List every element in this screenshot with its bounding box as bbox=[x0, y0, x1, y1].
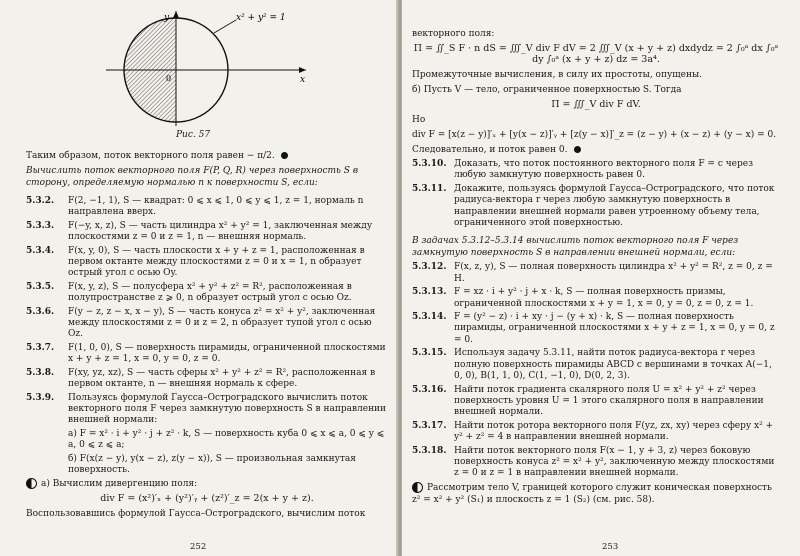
problem-5-3-6: 5.3.6. F(y − z, z − x, x − y), S — часть конуса z² = x² + y², заключенная между плоскостями z = 0 и z = 2, n образует тупой угол с осью Oz. bbox=[26, 306, 376, 340]
figure-caption: Рис. 57 bbox=[176, 130, 211, 140]
problem-5-3-10: 5.3.10. Доказать, что поток постоянного векторного поля F = c через любую замкнутую поверхность равен 0. bbox=[412, 159, 753, 181]
problem-list-left bbox=[26, 196, 388, 476]
cone-solution-start: Рассмотрим тело V, границей которого служит коническая поверхность z² = x² + y² (S₁) и плоскость z = 1 (S₂) (см. рис. 58). bbox=[412, 482, 772, 505]
divergence-formula-2: div F = [x(z − y)]′ₓ + [y(x − z)]′ᵧ + [z(y − x)]′_z = (z − y) + (x − z) + (y − x) = 0. bbox=[412, 130, 777, 140]
problem-5-3-7: 5.3.7. F(1, 0, 0), S — поверхность пирамиды, ограниченной плоскостями x + y + z = 1, x = 0, y = 0, z = 0. bbox=[26, 342, 386, 365]
problem-5-3-9: 5.3.9. Пользуясь формулой Гаусса–Остроградского вычислить поток векторного поля F через замкнутую поверхность S в направлении внешней нормали: bbox=[26, 392, 387, 426]
gauss-line: Воспользовавшись формулой Гаусса–Остроградского, вычислим поток bbox=[26, 509, 366, 520]
page-number-left: 252 bbox=[190, 542, 207, 552]
problem-5-3-8: 5.3.8. F(xy, yz, xz), S — часть сферы x² + y² + z² = R², расположенная в первом октанте, n — внешняя нормаль к сфере. bbox=[26, 367, 376, 390]
solution-marker-icon bbox=[412, 482, 423, 493]
problem-5-3-9-b: б) F(x(z − y), y(x − z), z(y − x)), S — произвольная замкнутая поверхность. bbox=[68, 453, 356, 475]
problem-5-3-4: 5.3.4. F(x, y, 0), S — часть плоскости x + y + z = 1, расположенная в первом октанте между плоскостями z = 0 и x = 1, n образует острый угол с осью Oy. bbox=[26, 245, 365, 279]
problem-5-3-13: 5.3.13. F = xz · i + y² · j + x · k, S — полная поверхность призмы, ограниченной плоскостями x + y = 1, x = 0, y = 0, z = 0, z = 1. bbox=[412, 287, 754, 309]
flux-result-text: Таким образом, поток векторного поля равен − π/2. bbox=[26, 150, 388, 162]
problem-5-3-11: 5.3.11. Докажите, пользуясь формулой Гаусса–Остроградского, что поток радиуса-вектора r через любую замкнутую поверхность в направлении внешней нормали равен утроенному объему тела, ограниченного этой поверхностью. bbox=[412, 183, 775, 229]
end-bullet-icon bbox=[281, 152, 288, 159]
tasks-statement: В задачах 5.3.12–5.3.14 вычислить поток векторного поля F через замкнутую поверхность S в направлении внешней нормали, если: bbox=[412, 236, 739, 259]
part-b-text: б) Пусть V — тело, ограниченное поверхностью S. Тогда bbox=[412, 85, 682, 95]
problem-5-3-16: 5.3.16. Найти поток градиента скалярного поля U = x² + y² + z² через поверхность уровня U = 1 этого скалярного поля в направлении внешней нормали. bbox=[412, 384, 764, 418]
right-page bbox=[402, 0, 800, 556]
flux-formula: Π = ∬_S F · n dS = ∭_V div F dV = 2 ∭_V (x + y + z) dxdydz = 2 ∫₀ᵃ dx ∫₀ᵃ dy ∫₀ᵃ (x + y + z) dz = 3a⁴. bbox=[413, 43, 779, 65]
origin-label: 0 bbox=[166, 74, 172, 83]
solution-marker-icon bbox=[26, 478, 37, 489]
left-page bbox=[0, 0, 398, 556]
problem-5-3-15: 5.3.15. Используя задачу 5.3.11, найти поток радиуса-вектора r через полную поверхность пирамиды ABCD с вершинами в точках A(−1, 0, 0), B(1, 1, 0), C(1, −1, 0), D(0, 2, 3). bbox=[412, 348, 772, 382]
intermediate-note: Промежуточные вычисления, в силу их простоты, опущены. bbox=[412, 70, 702, 80]
conclusion-text: Следовательно, и поток равен 0. bbox=[412, 144, 780, 156]
problem-5-3-5: 5.3.5. F(x, y, z), S — полусфера x² + y² + z² = R², расположенная в полупространстве z ⩾ 0, n образует острый угол с осью Oz. bbox=[26, 281, 352, 304]
flux-formula-2: Π = ∭_V div F dV. bbox=[551, 99, 641, 110]
problem-5-3-3: 5.3.3. F(−y, x, z), S — часть цилиндра x² + y² = 1, заключенная между плоскостями z = 0 и z = 1, n — внешняя нормаль. bbox=[26, 220, 373, 243]
problem-5-3-14: 5.3.14. F = (y² − z) · i + xy · j − (y + x) · k, S — полная поверхность пирамиды, ограниченной плоскостями x + y + z = 1, x = 0, y = 0, z = 0. bbox=[412, 312, 775, 345]
problem-list-right-b bbox=[412, 262, 780, 479]
figure-57 bbox=[86, 8, 386, 128]
problem-5-3-2: 5.3.2. F(2, −1, 1), S — квадрат: 0 ⩽ x ⩽ 1, 0 ⩽ y ⩽ 1, z = 1, нормаль n направлена вверх. bbox=[26, 196, 364, 218]
but-text: Но bbox=[412, 115, 426, 125]
task-statement: Вычислить поток векторного поля F(P, Q, R) через поверхность S в сторону, определяемую нормалью n к поверхности S, если: bbox=[26, 166, 359, 188]
problem-5-3-17: 5.3.17. Найти поток ротора векторного поля F(yz, zx, xy) через сферу x² + y² + z² = 4 в направлении внешней нормали. bbox=[412, 420, 774, 443]
end-bullet-icon bbox=[574, 146, 581, 153]
problem-5-3-9-a: а) F = x² · i + y² · j + z² · k, S — поверхность куба 0 ⩽ x ⩽ a, 0 ⩽ y ⩽ a, 0 ⩽ z ⩽ a; bbox=[68, 428, 385, 451]
circle-diagram bbox=[86, 8, 386, 128]
y-axis-label: y bbox=[164, 13, 170, 23]
right-top-line: векторного поля: bbox=[412, 29, 495, 39]
divergence-formula: div F = (x²)′ₓ + (y²)′ᵧ + (z²)′_z = 2(x + y + z). bbox=[100, 493, 314, 505]
problem-list-right-a bbox=[412, 159, 780, 229]
page-number-right: 253 bbox=[602, 542, 619, 552]
curve-label: x² + y² = 1 bbox=[236, 13, 286, 23]
solution-start: а) Вычислим дивергенцию поля: bbox=[26, 478, 388, 490]
problem-5-3-18: 5.3.18. Найти поток векторного поля F(x − 1, y + 3, z) через боковую поверхность конуса z² = x² + y², заключенную между плоскостями z = 0 и z = 1 в направлении внешней нормали. bbox=[412, 445, 775, 479]
problem-5-3-12: 5.3.12. F(x, z, y), S — полная поверхность цилиндра x² + y² = R², z = 0, z = H. bbox=[412, 262, 773, 284]
x-axis-label: x bbox=[300, 75, 306, 85]
